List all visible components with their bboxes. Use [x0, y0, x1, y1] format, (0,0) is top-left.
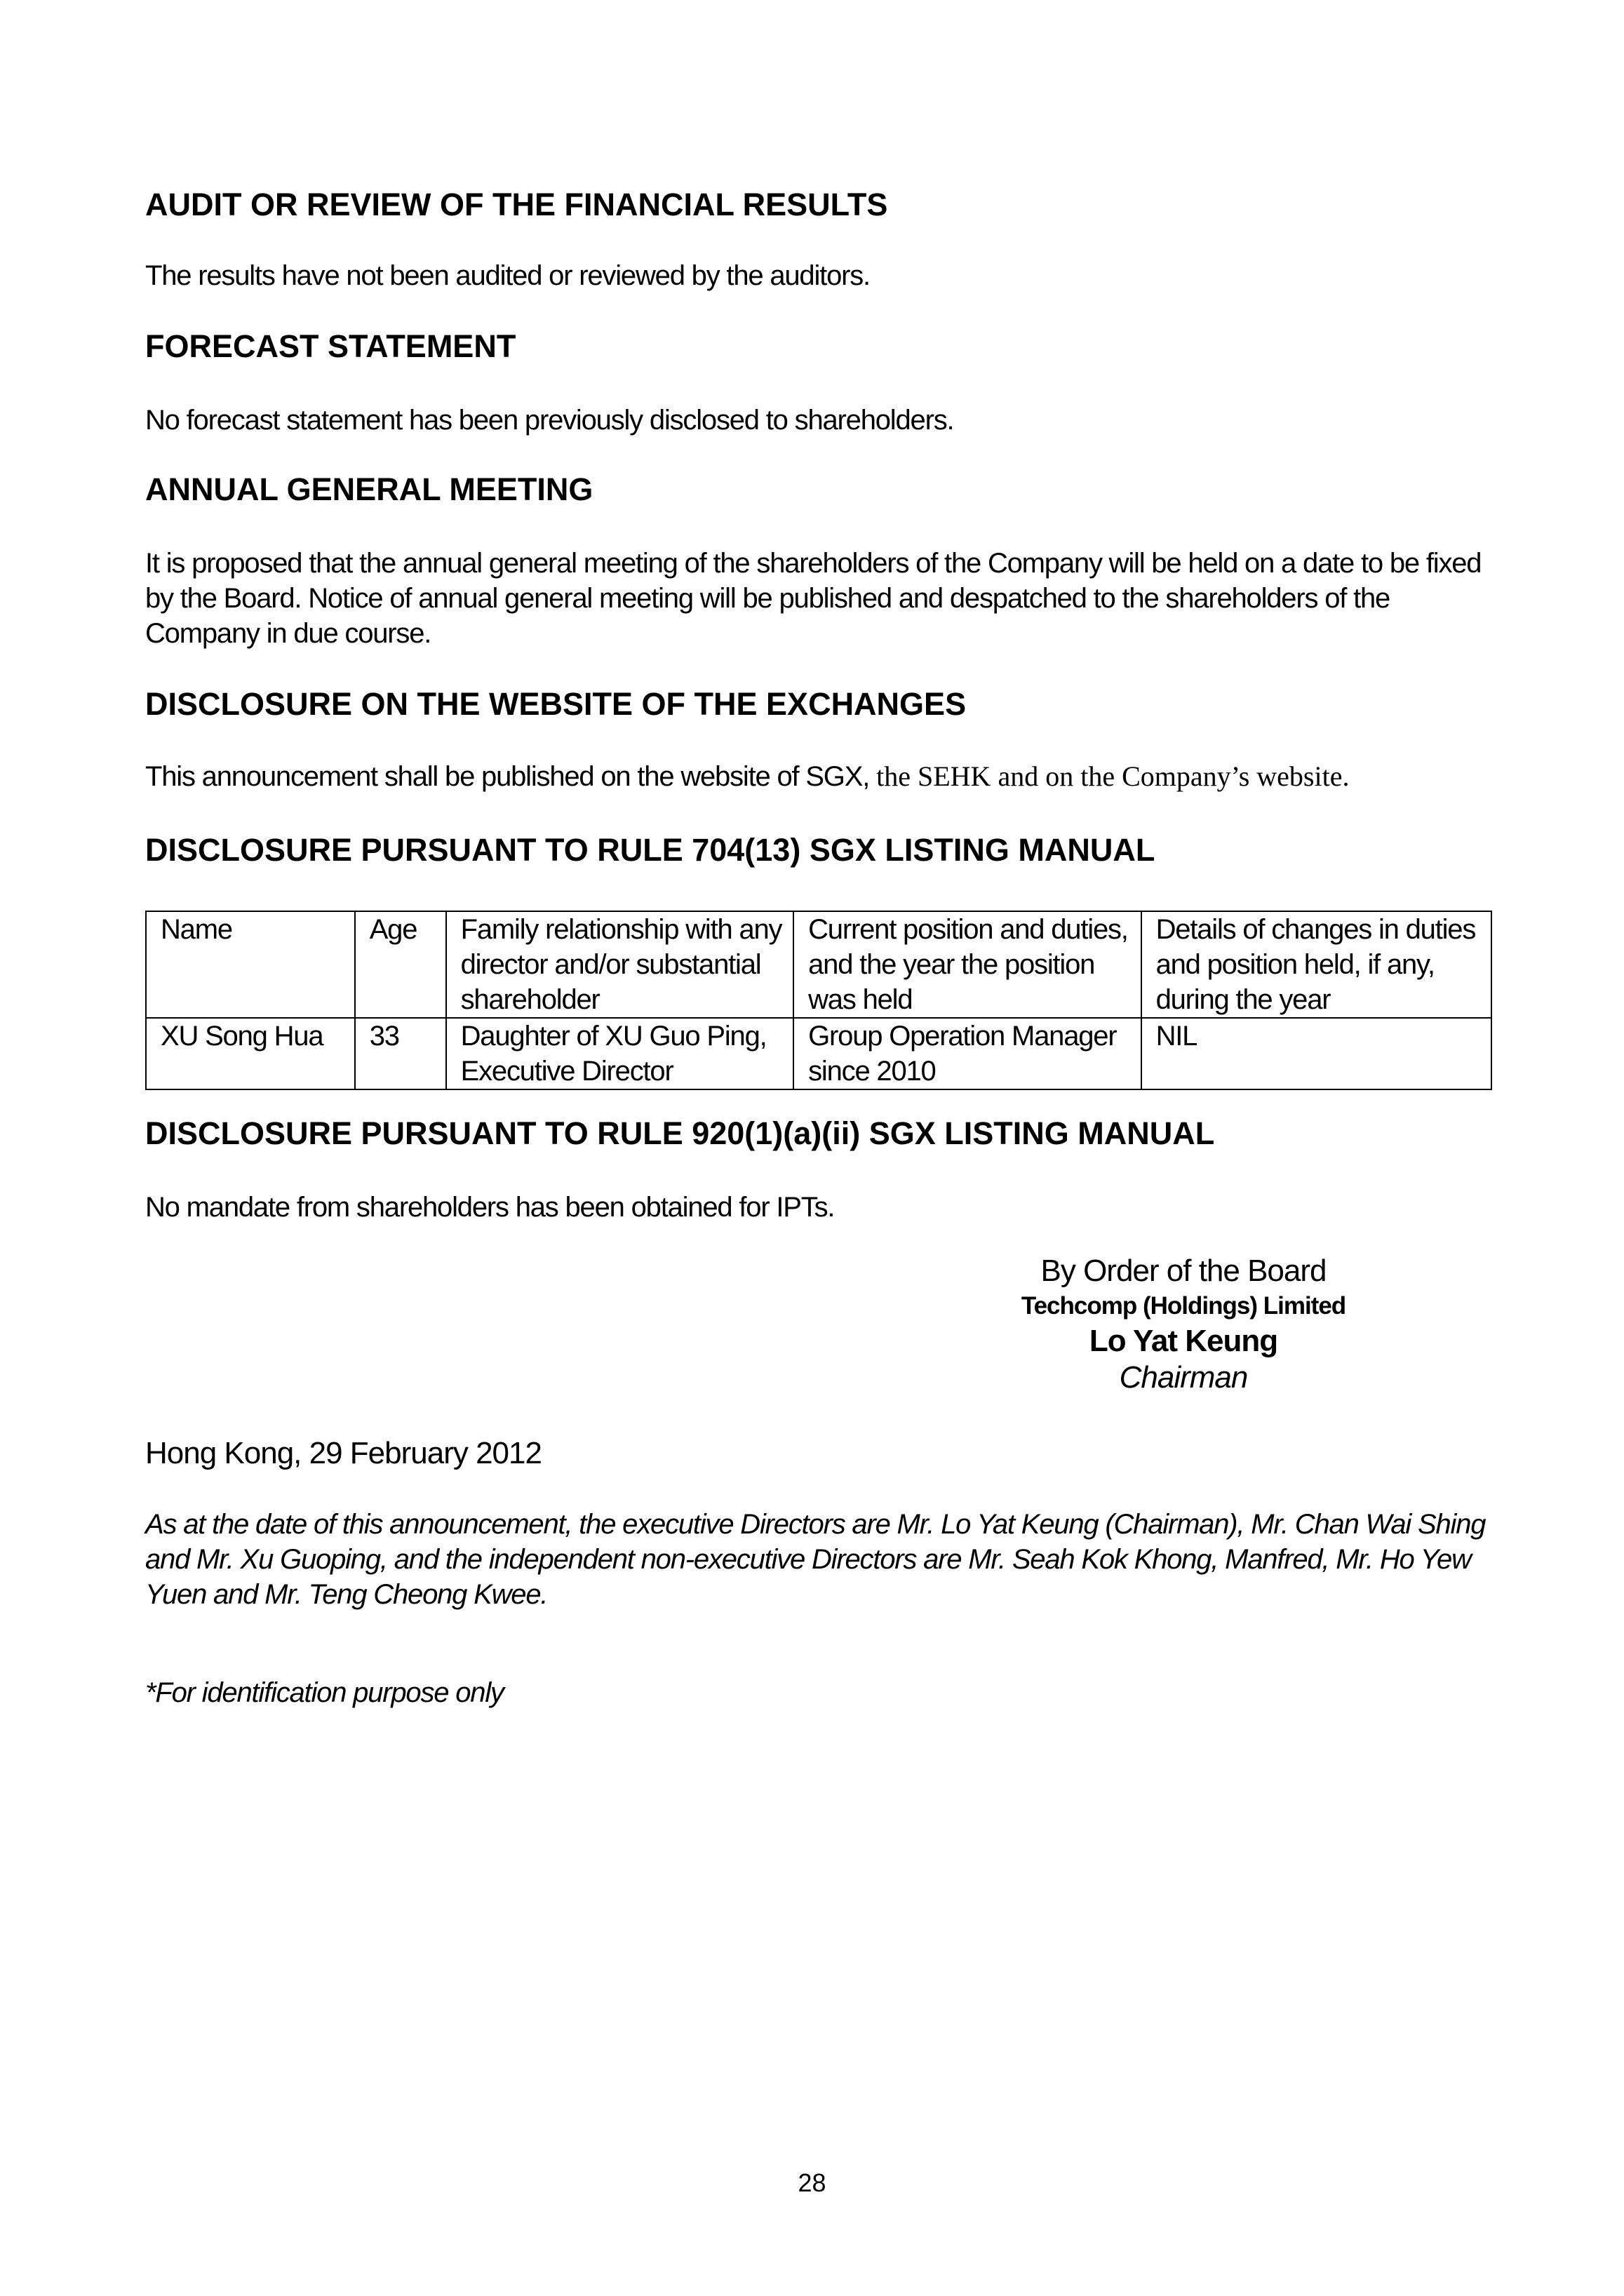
by-order-line: By Order of the Board [1040, 1254, 1327, 1288]
dateline: Hong Kong, 29 February 2012 [145, 1436, 542, 1470]
audit-text: The results have not been audited or reviewed by the auditors. [145, 260, 870, 291]
website-heading: DISCLOSURE ON THE WEBSITE OF THE EXCHANGES [145, 686, 967, 722]
cell-position: Group Operation Manager since 2010 [793, 1018, 1141, 1089]
agm-text: It is proposed that the annual general meeting of the shareholders of the Company will be held on a date to be fixed by the Board. Notice of annual general meeting will be published and despatched to the shareholders of the Company in due course. [145, 548, 1482, 649]
page-number: 28 [798, 2168, 826, 2197]
header-cell-relationship: Family relationship with any director and/or substantial shareholder [446, 911, 794, 1018]
forecast-heading: FORECAST STATEMENT [145, 328, 516, 364]
website-text-part2: the SEHK and on the Company’s website. [869, 760, 1350, 792]
signatory-title: Chairman [1119, 1360, 1248, 1395]
header-cell-age: Age [355, 911, 446, 1018]
audit-heading: AUDIT OR REVIEW OF THE FINANCIAL RESULTS [145, 187, 888, 222]
cell-age: 33 [355, 1018, 446, 1089]
rule920-heading: DISCLOSURE PURSUANT TO RULE 920(1)(a)(ii) SGX LISTING MANUAL [145, 1115, 1215, 1151]
rule704-table [145, 911, 1492, 1090]
website-text [145, 759, 1492, 794]
header-cell-position: Current position and duties, and the year the position was held [793, 911, 1141, 1018]
cell-changes: NIL [1141, 1018, 1491, 1089]
footnote: *For identification purpose only [145, 1677, 504, 1708]
forecast-text: No forecast statement has been previously disclosed to shareholders. [145, 405, 954, 436]
website-text-part1: This announcement shall be published on the website of SGX, [145, 761, 870, 792]
cell-relationship: Daughter of XU Guo Ping, Executive Director [446, 1018, 794, 1089]
signature-block [945, 1253, 1422, 1396]
signatory-name: Lo Yat Keung [1089, 1324, 1278, 1358]
header-cell-name: Name [146, 911, 355, 1018]
table-row [146, 1018, 1491, 1089]
cell-name: XU Song Hua [146, 1018, 355, 1089]
header-cell-changes: Details of changes in duties and position held, if any, during the year [1141, 911, 1491, 1018]
agm-heading: ANNUAL GENERAL MEETING [145, 471, 593, 507]
company-name: Techcomp (Holdings) Limited [1021, 1292, 1346, 1320]
directors-note: As at the date of this announcement, the executive Directors are Mr. Lo Yat Keung (Chairman), Mr. Chan Wai Shing and Mr. Xu Guoping, and the independent non-executive Directors are Mr. Seah Kok Khong, Manfred, Mr. Ho Yew Yuen and Mr. Teng Cheong Kwee. [145, 1509, 1486, 1610]
rule704-heading: DISCLOSURE PURSUANT TO RULE 704(13) SGX LISTING MANUAL [145, 832, 1155, 868]
table-header-row [146, 911, 1491, 1018]
rule920-text: No mandate from shareholders has been obtained for IPTs. [145, 1192, 835, 1223]
